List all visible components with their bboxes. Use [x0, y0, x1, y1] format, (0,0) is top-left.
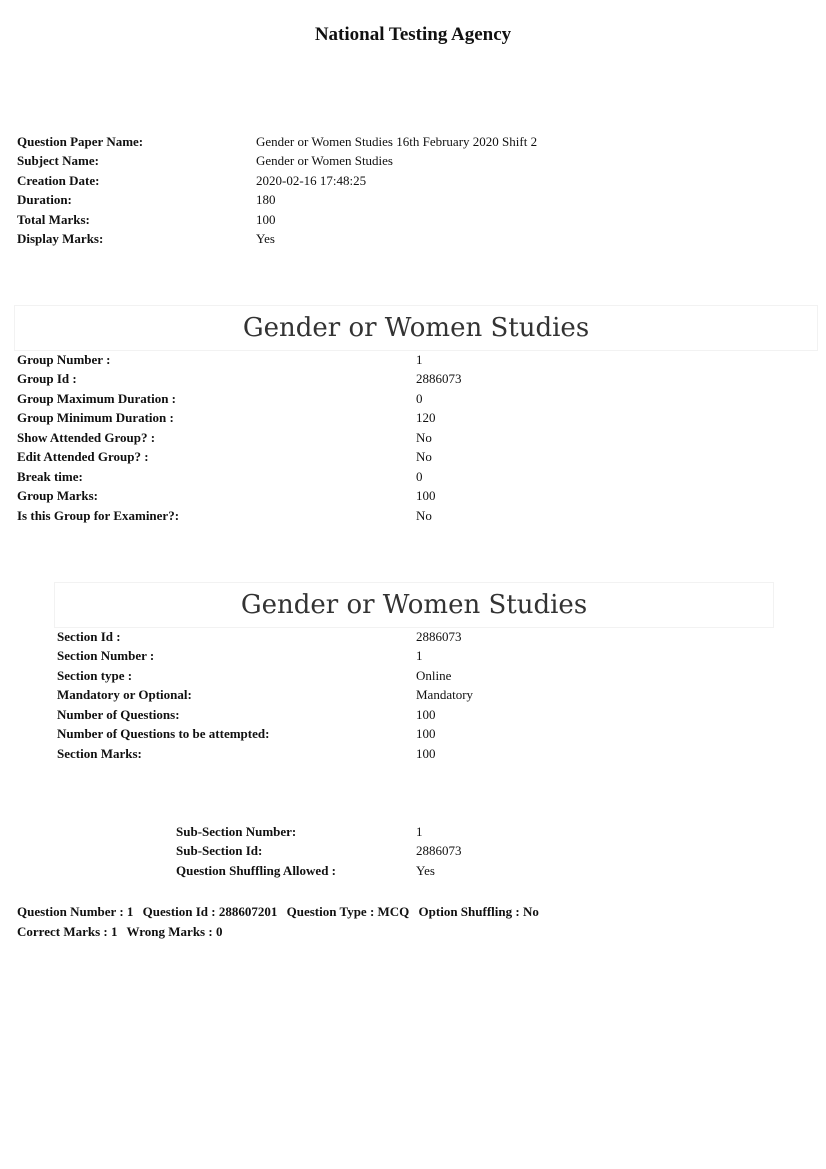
field-value: 120 [416, 410, 436, 426]
field-value: 180 [256, 192, 276, 208]
field-value: 0 [416, 390, 423, 406]
field-label: Edit Attended Group? : [17, 449, 149, 465]
paper-info-row [17, 152, 537, 172]
field-label: Group Id : [17, 371, 77, 387]
field-value: No [416, 429, 432, 445]
field-label: Number of Questions: [57, 706, 180, 722]
field-label: Number of Questions to be attempted: [57, 726, 270, 742]
subsection-info-row [176, 861, 462, 881]
section-info-table [57, 627, 473, 764]
field-label: Subject Name: [17, 153, 99, 169]
group-info-row [17, 448, 462, 468]
field-label: Section Number : [57, 648, 155, 664]
field-label: Question Paper Name: [17, 133, 144, 149]
paper-info-row [17, 191, 537, 211]
field-value: Mandatory [416, 687, 474, 703]
group-info-table [17, 350, 462, 526]
field-value: 100 [256, 211, 276, 227]
paper-info-row [17, 210, 537, 230]
paper-info-row [17, 230, 537, 250]
field-value: 100 [416, 706, 436, 722]
question-id: Question Id : 288607201 [142, 904, 278, 919]
field-value: 1 [416, 648, 423, 664]
field-value: 1 [416, 351, 423, 367]
section-banner: Gender or Women Studies [54, 582, 774, 628]
group-banner: Gender or Women Studies [14, 305, 818, 351]
page-title: National Testing Agency [314, 24, 512, 45]
field-label: Group Minimum Duration : [17, 410, 174, 426]
subsection-info-table [176, 822, 462, 881]
field-value: 0 [416, 468, 423, 484]
field-label: Display Marks: [17, 231, 104, 247]
field-value: No [416, 507, 432, 523]
field-value: 1 [416, 823, 423, 839]
question-type: Question Type : MCQ [286, 904, 410, 919]
question-meta-line [17, 904, 539, 920]
group-info-row [17, 487, 462, 507]
field-value: 100 [416, 488, 436, 504]
group-info-row [17, 506, 462, 526]
section-info-row [57, 686, 473, 706]
field-label: Total Marks: [17, 211, 90, 227]
field-label: Sub-Section Number: [176, 823, 297, 839]
field-label: Question Shuffling Allowed : [176, 862, 337, 878]
field-value: 2020-02-16 17:48:25 [256, 172, 367, 188]
field-value: Gender or Women Studies 16th February 2020 Shift 2 [256, 133, 538, 149]
field-value: Online [416, 667, 452, 683]
field-value: 2886073 [416, 843, 462, 859]
option-shuffling: Option Shuffling : No [418, 904, 539, 919]
section-info-row [57, 725, 473, 745]
group-info-row [17, 370, 462, 390]
field-value: 100 [416, 726, 436, 742]
correct-marks: Correct Marks : 1 [17, 924, 118, 939]
field-label: Section type : [57, 667, 133, 683]
field-value: Gender or Women Studies [256, 153, 393, 169]
paper-info-row [17, 132, 537, 152]
field-value: No [416, 449, 432, 465]
section-info-row [57, 705, 473, 725]
group-info-row [17, 467, 462, 487]
question-number: Question Number : 1 [17, 904, 134, 919]
paper-info-table [17, 132, 537, 249]
field-value: 100 [416, 745, 436, 761]
field-label: Duration: [17, 192, 72, 208]
group-info-row [17, 350, 462, 370]
field-label: Group Marks: [17, 488, 99, 504]
group-info-row [17, 409, 462, 429]
field-value: 2886073 [416, 628, 462, 644]
subsection-info-row [176, 842, 462, 862]
section-info-row [57, 744, 473, 764]
field-value: Yes [256, 231, 275, 247]
field-label: Group Maximum Duration : [17, 390, 177, 406]
subsection-info-row [176, 822, 462, 842]
field-value: Yes [416, 862, 435, 878]
section-info-row [57, 647, 473, 667]
wrong-marks: Wrong Marks : 0 [126, 924, 223, 939]
field-label: Section Marks: [57, 745, 142, 761]
section-info-row [57, 666, 473, 686]
group-info-row [17, 389, 462, 409]
field-value: 2886073 [416, 371, 462, 387]
field-label: Group Number : [17, 351, 111, 367]
field-label: Sub-Section Id: [176, 843, 263, 859]
section-info-row [57, 627, 473, 647]
field-label: Break time: [17, 468, 83, 484]
field-label: Mandatory or Optional: [57, 687, 192, 703]
field-label: Creation Date: [17, 172, 100, 188]
field-label: Section Id : [57, 628, 121, 644]
field-label: Show Attended Group? : [17, 429, 156, 445]
paper-info-row [17, 171, 537, 191]
question-marks-line [17, 924, 222, 940]
group-info-row [17, 428, 462, 448]
field-label: Is this Group for Examiner?: [17, 507, 180, 523]
